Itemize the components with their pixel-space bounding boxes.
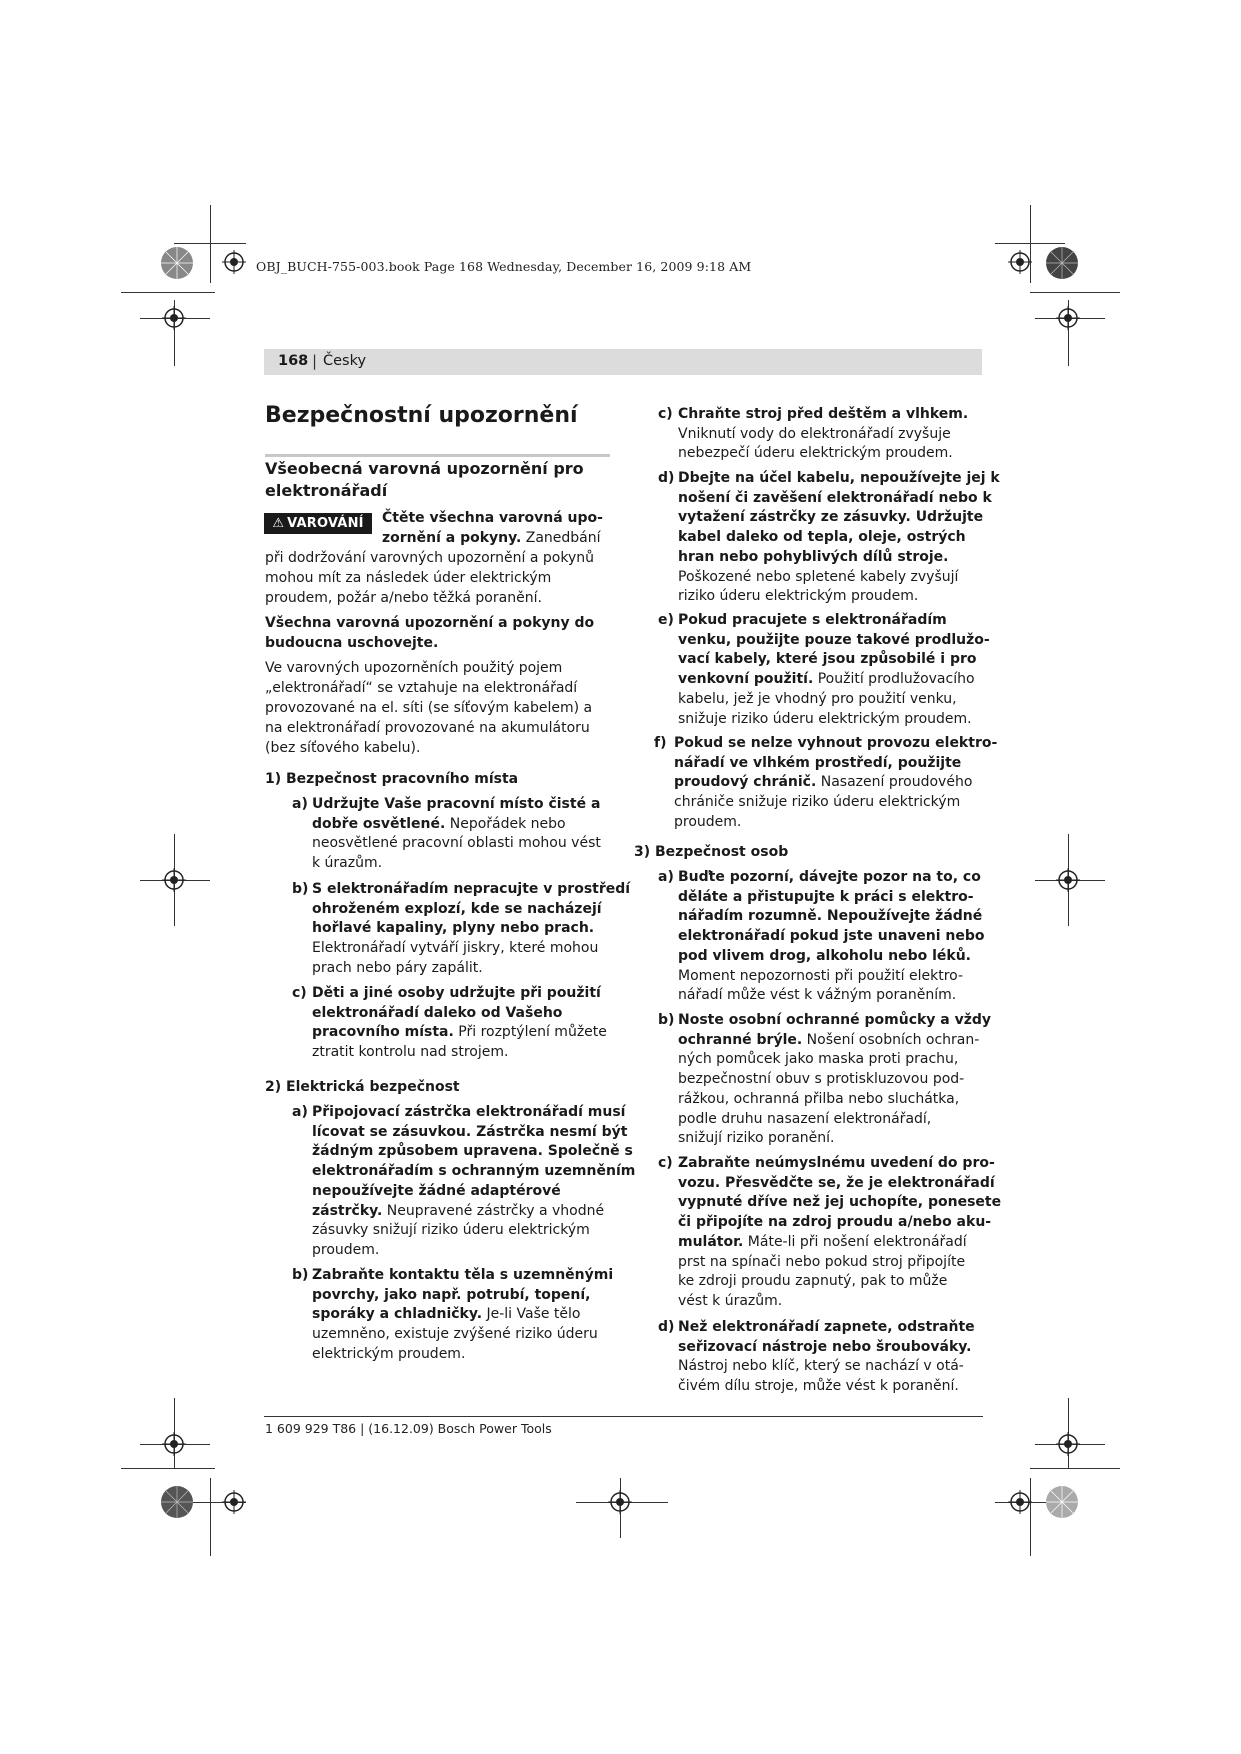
list-item-line [674,734,997,754]
intro-line3: provozované na el. síti (se síťovým kabelem) a [265,700,593,716]
bold-text: děláte a přistupujte k práci s elektro- [678,888,974,905]
normal-text: Máte-li při nošení elektronářadí [743,1233,967,1250]
list-item-line [678,444,953,464]
page-number: 168 [278,353,309,369]
header-language: Česky [323,353,367,369]
bold-text: pod vlivem drog, alkoholu nebo léků. [678,947,971,964]
bold-text: elektronářadím s ochranným uzemněním [312,1163,636,1180]
bold-text: elektronářadí daleko od Vašeho [312,1004,563,1021]
registration-crosshair-icon [162,868,186,892]
list-item-line [312,795,600,815]
bold-text: Dbejte na účel kabelu, nepoužívejte jej k [678,470,1000,486]
list-item-line [678,405,968,425]
registration-crosshair-icon [162,1432,186,1456]
list-item-line [312,834,601,854]
bold-text: Připojovací zástrčka elektronářadí musí [312,1104,626,1120]
list-item-line [678,1253,965,1273]
bold-text: nošení či zavěšení elektronářadí nebo k [678,489,992,506]
list-item-label: f) [654,735,667,751]
normal-text: ztratit kontrolu nad strojem. [312,1044,509,1061]
list-item-line [312,1162,635,1182]
registration-crosshair-icon [222,250,246,274]
bold-text: venku, použijte pouze takové prodlužo- [678,631,990,648]
list-item-line [312,919,594,939]
registration-crosshair-icon [162,306,186,330]
intro-line2: „elektronářadí“ se vztahuje na elektronářadí [265,680,578,696]
bold-text: Buďte pozorní, dávejte pozor na to, co [678,869,981,885]
list-item-line [678,888,974,908]
bold-text: pracovního místa. [312,1024,454,1041]
bold-text: Než elektronářadí zapnete, odstraňte [678,1319,975,1335]
bold-text: zástrčky. [312,1202,383,1219]
list-item-line [312,900,602,920]
normal-text: nebezpečí úderu elektrickým proudem. [678,445,953,462]
list-item-line [678,710,972,730]
list-item-line [678,967,963,987]
list-item-label: c) [292,985,307,1001]
normal-text: Použití prodlužovacího [813,671,975,688]
bold-text: vytažení zástrčky ze zásuvky. Udržujte [678,509,984,526]
list-item-line [678,1110,931,1130]
bold-text: elektronářadí pokud jste unaveni nebo [678,928,985,945]
keep-line2: budoucna uschovejte. [265,635,439,651]
list-item-label: a) [292,1104,308,1120]
bold-text: mulátor. [678,1233,744,1250]
warning-line2 [382,529,601,549]
intro-line1: Ve varovných upozorněních použitý pojem [265,660,563,676]
list-item-line [678,1338,971,1358]
intro-line5: (bez síťového kabelu). [265,740,421,756]
normal-text: proudem. [312,1241,380,1258]
page-title: Bezpečnostní upozornění [265,403,578,428]
list-item-label: b) [292,1267,309,1283]
list-item-line [678,1213,991,1233]
list-item-line [678,986,956,1006]
warning-bold-line2: zornění a pokyny. [382,530,522,546]
list-item-line [678,927,985,947]
warning-line5: proudem, požár a/nebo těžká poranění. [265,590,542,606]
list-item-line [678,1154,995,1174]
list-item-line [312,1305,581,1325]
list-item-line [312,1023,607,1043]
list-item-line [312,984,601,1004]
list-item-line [678,469,1000,489]
bold-text: Udržujte Vaše pracovní místo čisté a [312,796,601,812]
list-item-line [678,548,949,568]
list-item-line [312,959,483,979]
bold-text: lícovat se zásuvkou. Zástrčka nesmí být [312,1123,628,1140]
warning-badge-label: VAROVÁNÍ [287,516,364,531]
list-item-line [678,1070,964,1090]
list-item-line [312,1142,633,1162]
bold-text: hořlavé kapaliny, plyny nebo prach. [312,920,595,937]
list-item-line [678,907,982,927]
keep-line1: Všechna varovná upozornění a pokyny do [265,615,595,631]
normal-text: nářadí může vést k vážným poraněním. [678,987,957,1004]
normal-text: ke zdroji proudu zapnutý, pak to může [678,1273,948,1290]
warning-line3: při dodržování varovných upozornění a pokynů [265,550,594,566]
normal-text: rážkou, ochranná přilba nebo sluchátka, [678,1090,960,1107]
list-item-line [312,1103,625,1123]
list-item-line [678,690,957,710]
warning-badge [264,513,372,534]
list-item-line [312,1241,379,1261]
normal-text: k úrazům. [312,855,383,872]
bold-text: kabel daleko od tepla, oleje, ostrých [678,529,966,546]
list-item-line [678,1090,959,1110]
book-file-line: OBJ_BUCH-755-003.book Page 168 Wednesday, December 16, 2009 9:18 AM [256,259,752,274]
normal-text: Moment nepozornosti při použití elektro- [678,967,964,984]
normal-text: podle druhu nasazení elektronářadí, [678,1110,932,1127]
dark-rosette-icon [1045,246,1079,280]
list-item-line [678,947,971,967]
list-item-line [674,793,960,813]
footer-rule [264,1416,983,1417]
section-heading: 2) Elektrická bezpečnost [265,1079,460,1095]
warning-bold-line1: Čtěte všechna varovná upo- [382,510,603,526]
list-item-line [312,1345,465,1365]
bold-text: S elektronářadím nepracujte v prostředí [312,881,631,897]
normal-text: Nasazení proudového [816,774,973,791]
title-rule [265,454,610,457]
normal-text: Je-li Vaše tělo [482,1306,581,1323]
list-item-label: c) [658,406,673,422]
bold-text: Zabraňte kontaktu těla s uzemněnými [312,1267,614,1283]
list-item-line [678,1292,782,1312]
normal-text: ných pomůcek jako maska proti prachu, [678,1051,959,1068]
section-heading: 3) Bezpečnost osob [634,844,789,860]
list-item-line [678,1050,958,1070]
normal-text: Nepořádek nebo [445,815,566,832]
list-item-line [674,773,972,793]
bold-text: sporáky a chladničky. [312,1306,483,1323]
registration-crosshair-icon [222,1490,246,1514]
bold-text: Děti a jiné osoby udržujte při použití [312,985,601,1001]
list-item-line [312,1123,627,1143]
normal-text: uzemněno, existuje zvýšené riziko úderu [312,1326,598,1343]
normal-text: zásuvky snižují riziko úderu elektrickým [312,1222,590,1239]
bold-text: ochranné brýle. [678,1031,803,1048]
list-item-label: d) [658,1319,675,1335]
bold-text: nářadí ve vlhkém prostředí, použijte [674,754,962,771]
normal-text: elektrickým proudem. [312,1345,466,1362]
list-item-line [678,650,977,670]
bold-text: seřizovací nástroje nebo šroubováky. [678,1338,972,1355]
list-item-line [312,1182,561,1202]
warning-triangle-icon: ⚠ [272,516,285,531]
list-item-label: a) [292,796,308,812]
list-item-line [678,568,958,588]
list-item-line [678,1011,991,1031]
list-item-line [678,1193,1001,1213]
intro-line4: na elektronářadí provozované na akumulátoru [265,720,590,736]
normal-text: snižují riziko poranění. [678,1130,835,1147]
header-separator: | [312,352,318,370]
list-item-line [678,1129,835,1149]
normal-text: Nástroj nebo klíč, který se nachází v otá- [678,1358,964,1375]
grey-rosette-icon [160,246,194,280]
normal-text: Nošení osobních ochran- [802,1031,980,1048]
registration-crosshair-icon [1056,1432,1080,1456]
bold-text: vypnuté dříve než jej uchopíte, ponesete [678,1194,1002,1211]
list-item-label: b) [658,1012,675,1028]
bold-text: vací kabely, které jsou způsobilé i pro [678,651,977,668]
registration-crosshair-icon [1056,306,1080,330]
normal-text: riziko úderu elektrickým proudem. [678,588,919,605]
normal-text: Poškozené nebo spletené kabely zvyšují [678,568,959,585]
list-item-line [678,489,992,509]
list-item-line [312,1221,590,1241]
list-item-line [678,631,990,651]
bold-text: povrchy, jako např. potrubí, topení, [312,1286,591,1303]
list-item-line [678,528,966,548]
normal-text: vést k úrazům. [678,1292,783,1309]
section-subtitle: Všeobecná varovná upozornění pro elektronářadí [265,459,584,500]
normal-text: Vniknutí vody do elektronářadí zvyšuje [678,425,951,442]
normal-text: neosvětlené pracovní oblasti mohou vést [312,835,601,852]
list-item-line [312,1004,562,1024]
list-item-line [312,1325,598,1345]
warning-line4: mohou mít za následek úder elektrickým [265,570,552,586]
list-item-line [312,1286,591,1306]
list-item-line [678,1377,959,1397]
normal-text: prst na spínači nebo pokud stroj připojíte [678,1253,966,1270]
list-item-line [678,1031,979,1051]
normal-text: snižuje riziko úderu elektrickým proudem. [678,710,972,727]
list-item-line [678,670,975,690]
normal-text: Elektronářadí vytváří jiskry, které mohou [312,940,599,957]
list-item-line [678,1357,964,1377]
bold-text: Chraňte stroj před deštěm a vlhkem. [678,406,969,422]
registration-crosshair-icon [1056,868,1080,892]
bold-text: Pokud pracujete s elektronářadím [678,612,947,628]
section-heading: 1) Bezpečnost pracovního místa [265,771,519,787]
list-item-label: c) [658,1155,673,1171]
page-header [264,349,982,375]
list-item-line [312,880,630,900]
registration-crosshair-icon [1008,1490,1032,1514]
bold-text: proudový chránič. [674,774,817,791]
list-item-label: d) [658,470,675,486]
bold-text: Noste osobní ochranné pomůcky a vždy [678,1012,992,1028]
normal-text: prach nebo páry zapálit. [312,959,483,976]
dark-rosette-icon [160,1485,194,1519]
list-item-line [312,1202,604,1222]
bold-text: venkovní použití. [678,671,814,688]
bold-text: Zabraňte neúmyslnému uvedení do pro- [678,1155,995,1171]
normal-text: Neupravené zástrčky a vhodné [382,1202,605,1219]
bold-text: vozu. Přesvědčte se, že je elektronářadí [678,1174,995,1191]
registration-crosshair-icon [608,1490,632,1514]
list-item-line [678,1272,947,1292]
list-item-label: a) [658,869,674,885]
list-item-line [312,1266,613,1286]
registration-crosshair-icon [1008,250,1032,274]
normal-text: proudem. [674,813,742,830]
list-item-line [678,425,951,445]
bold-text: nepoužívejte žádné adaptérové [312,1182,561,1199]
bold-text: dobře osvětlené. [312,815,446,832]
list-item-line [312,1043,508,1063]
list-item-line [678,868,981,888]
list-item-line [674,813,741,833]
list-item-line [312,815,566,835]
list-item-label: e) [658,612,674,628]
normal-text: bezpečnostní obuv s protiskluzovou pod- [678,1071,965,1088]
normal-text: Při rozptýlení můžete [453,1024,607,1041]
bold-text: žádným způsobem upravena. Společně s [312,1143,633,1160]
list-item-line [678,587,918,607]
list-item-line [678,1318,975,1338]
grey-rosette-icon [1045,1485,1079,1519]
list-item-line [678,611,947,631]
list-item-label: b) [292,881,309,897]
bold-text: ohroženém explozí, kde se nacházejí [312,900,602,917]
bold-text: či připojíte na zdroj proudu a/nebo aku- [678,1214,992,1231]
list-item-line [678,508,983,528]
list-item-line [674,754,961,774]
list-item-line [312,854,382,874]
normal-text: čivém dílu stroje, může vést k poranění. [678,1378,959,1395]
bold-text: hran nebo pohyblivých dílů stroje. [678,548,949,565]
list-item-line [678,1174,995,1194]
page-footer: 1 609 929 T86 | (16.12.09) Bosch Power Tools [265,1421,552,1436]
list-item-line [312,939,598,959]
normal-text: kabelu, jež je vhodný pro použití venku, [678,690,957,707]
warning-rest-line2: Zanedbání [521,530,601,546]
normal-text: chrániče snižuje riziko úderu elektrickým [674,794,961,811]
bold-text: nářadím rozumně. Nepoužívejte žádné [678,908,983,925]
list-item-line [678,1233,967,1253]
bold-text: Pokud se nelze vyhnout provozu elektro- [674,735,998,751]
